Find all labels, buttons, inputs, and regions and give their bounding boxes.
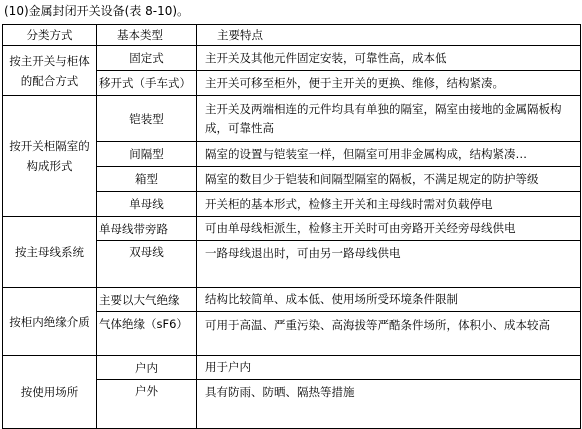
table-row — [3, 96, 581, 142]
header-classification: 分类方式 — [3, 25, 97, 46]
type-cell: 箱型 — [97, 167, 197, 192]
table-row — [3, 356, 581, 380]
feature-cell: 可用于高温、严重污染、高海拔等严酷条件场所，体积小、成本较高 — [197, 312, 581, 356]
type-cell: 气体绝缘（sF6） — [97, 312, 197, 356]
feature-cell: 主开关及其他元件固定安装，可靠性高，成本低 — [197, 46, 581, 71]
table-row — [3, 46, 581, 71]
type-cell: 移开式（手车式） — [97, 71, 197, 96]
feature-cell: 用于户内 — [197, 356, 581, 380]
header-basic-type: 基本类型 — [97, 25, 197, 46]
switchgear-classification-table — [2, 24, 581, 429]
type-cell: 户内 — [97, 356, 197, 380]
feature-cell: 开关柜的基本形式，检修主开关和主母线时需对负载停电 — [197, 192, 581, 217]
header-row — [3, 25, 581, 46]
feature-cell: 可由单母线柜派生，检修主开关时可由旁路开关经旁母线供电 — [197, 217, 581, 241]
header-main-features: 主要特点 — [197, 25, 581, 46]
type-cell: 双母线 — [97, 241, 197, 288]
feature-cell: 主开关可移至柜外，便于主开关的更换、维修，结构紧凑。 — [197, 71, 581, 96]
feature-cell: 主开关及两端相连的元件均具有单独的隔室，隔室由接地的金属隔板构成，可靠性高 — [197, 96, 581, 142]
feature-cell: 结构比较简单、成本低、使用场所受环境条件限制 — [197, 288, 581, 312]
type-cell: 固定式 — [97, 46, 197, 71]
category-cell: 按开关柜隔室的构成形式 — [3, 96, 97, 217]
feature-cell: 隔室的数目少于铠装和间隔型隔室的隔板，不满足规定的防护等级 — [197, 167, 581, 192]
category-cell: 按柜内绝缘介质 — [3, 288, 97, 356]
category-cell: 按主母线系统 — [3, 217, 97, 288]
category-cell: 按使用场所 — [3, 356, 97, 429]
table-caption: (10)金属封闭开关设备(表 8-10)。 — [4, 4, 190, 18]
type-cell: 单母线带旁路 — [97, 217, 197, 241]
table-row — [3, 217, 581, 241]
feature-cell: 具有防雨、防晒、隔热等措施 — [197, 380, 581, 429]
type-cell: 铠装型 — [97, 96, 197, 142]
feature-cell: 一路母线退出时，可由另一路母线供电 — [197, 241, 581, 288]
table-row — [3, 288, 581, 312]
type-cell: 单母线 — [97, 192, 197, 217]
type-cell: 主要以大气绝缘 — [97, 288, 197, 312]
type-cell: 户外 — [97, 380, 197, 429]
feature-cell: 隔室的设置与铠装室一样，但隔室可用非金属构成，结构紧凑… — [197, 142, 581, 167]
category-cell: 按主开关与柜体的配合方式 — [3, 46, 97, 96]
type-cell: 间隔型 — [97, 142, 197, 167]
